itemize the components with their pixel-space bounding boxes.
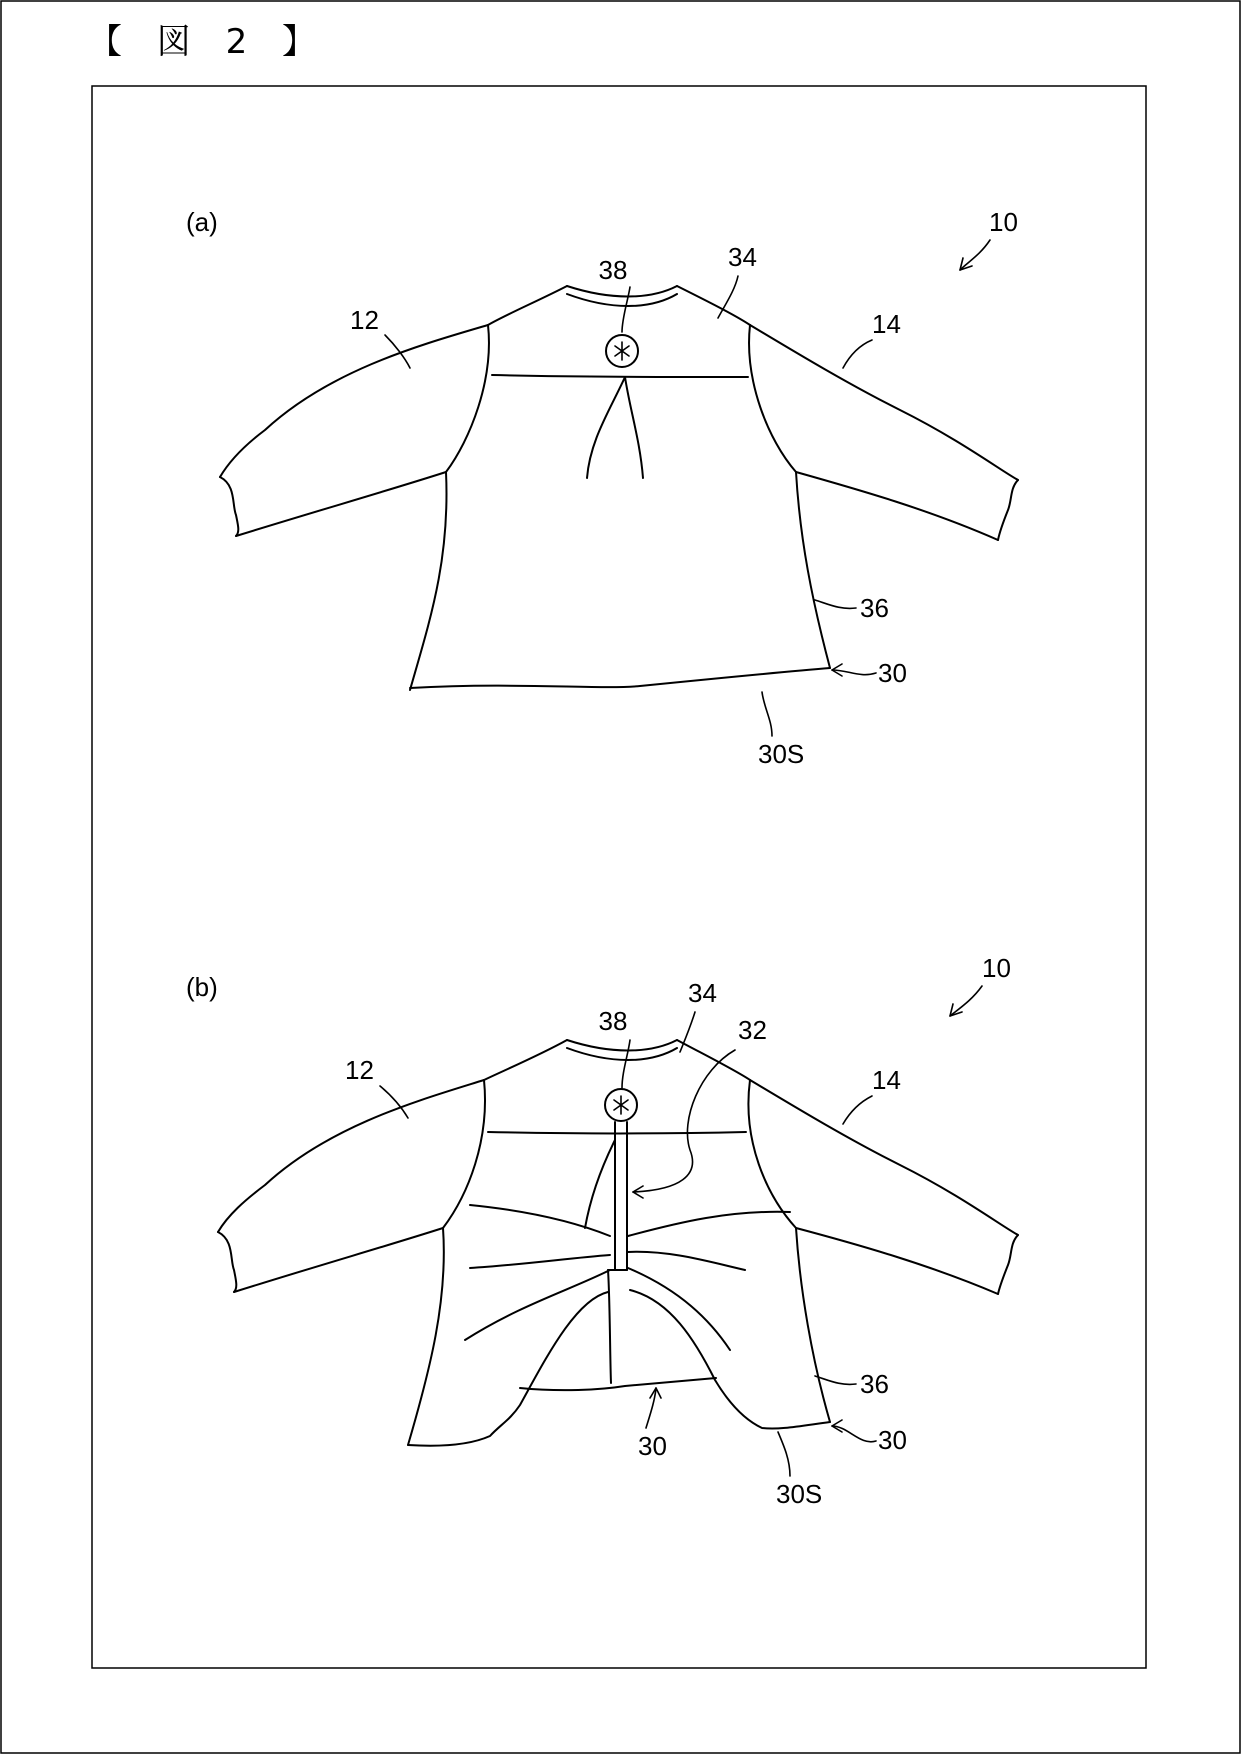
panel-b <box>186 953 1018 1509</box>
hem-a <box>410 668 830 688</box>
garment-a-drawing <box>220 286 1018 690</box>
callout-b-30: 30 <box>878 1425 907 1455</box>
right-flap-b <box>630 1290 830 1429</box>
collar-a <box>567 286 677 297</box>
yoke-line-a <box>492 375 748 377</box>
left-sleeve-a <box>220 325 488 477</box>
callout-b-30s: 30S <box>776 1479 823 1509</box>
collar-b <box>567 1040 677 1051</box>
callout-b-32: 32 <box>738 1015 767 1045</box>
callout-b-14: 14 <box>872 1065 901 1095</box>
body-right-b <box>796 1228 830 1422</box>
body-right-a <box>796 472 830 668</box>
yoke-line-b <box>488 1132 746 1134</box>
callout-a-12: 12 <box>350 305 379 335</box>
callout-a-14: 14 <box>872 309 901 339</box>
callout-a-30: 30 <box>878 658 907 688</box>
callout-b-34: 34 <box>688 978 717 1008</box>
garment-b-drawing <box>218 1040 1018 1446</box>
panel-b-label: (b) <box>186 972 218 1002</box>
callout-a-30s: 30S <box>758 739 805 769</box>
callout-a-34: 34 <box>728 242 757 272</box>
callout-a-38: 38 <box>598 255 628 285</box>
callout-b-36: 36 <box>860 1369 889 1399</box>
left-sleeve-b <box>218 1080 484 1232</box>
figure-title: 【 図 2 】 <box>88 22 329 62</box>
callout-b-38: 38 <box>598 1006 628 1036</box>
callout-b-10: 10 <box>982 953 1011 983</box>
panel-a <box>186 207 1018 769</box>
inner-hem-b <box>520 1378 716 1390</box>
callout-b-12: 12 <box>345 1055 374 1085</box>
callout-b-30-inner: 30 <box>638 1431 667 1461</box>
callout-a-36: 36 <box>860 593 889 623</box>
right-sleeve-a <box>750 325 1018 480</box>
callout-a-10: 10 <box>989 207 1018 237</box>
drawing-frame <box>92 86 1146 1668</box>
body-left-a <box>410 472 447 690</box>
body-left-b <box>408 1228 444 1445</box>
panel-a-label: (a) <box>186 207 218 237</box>
